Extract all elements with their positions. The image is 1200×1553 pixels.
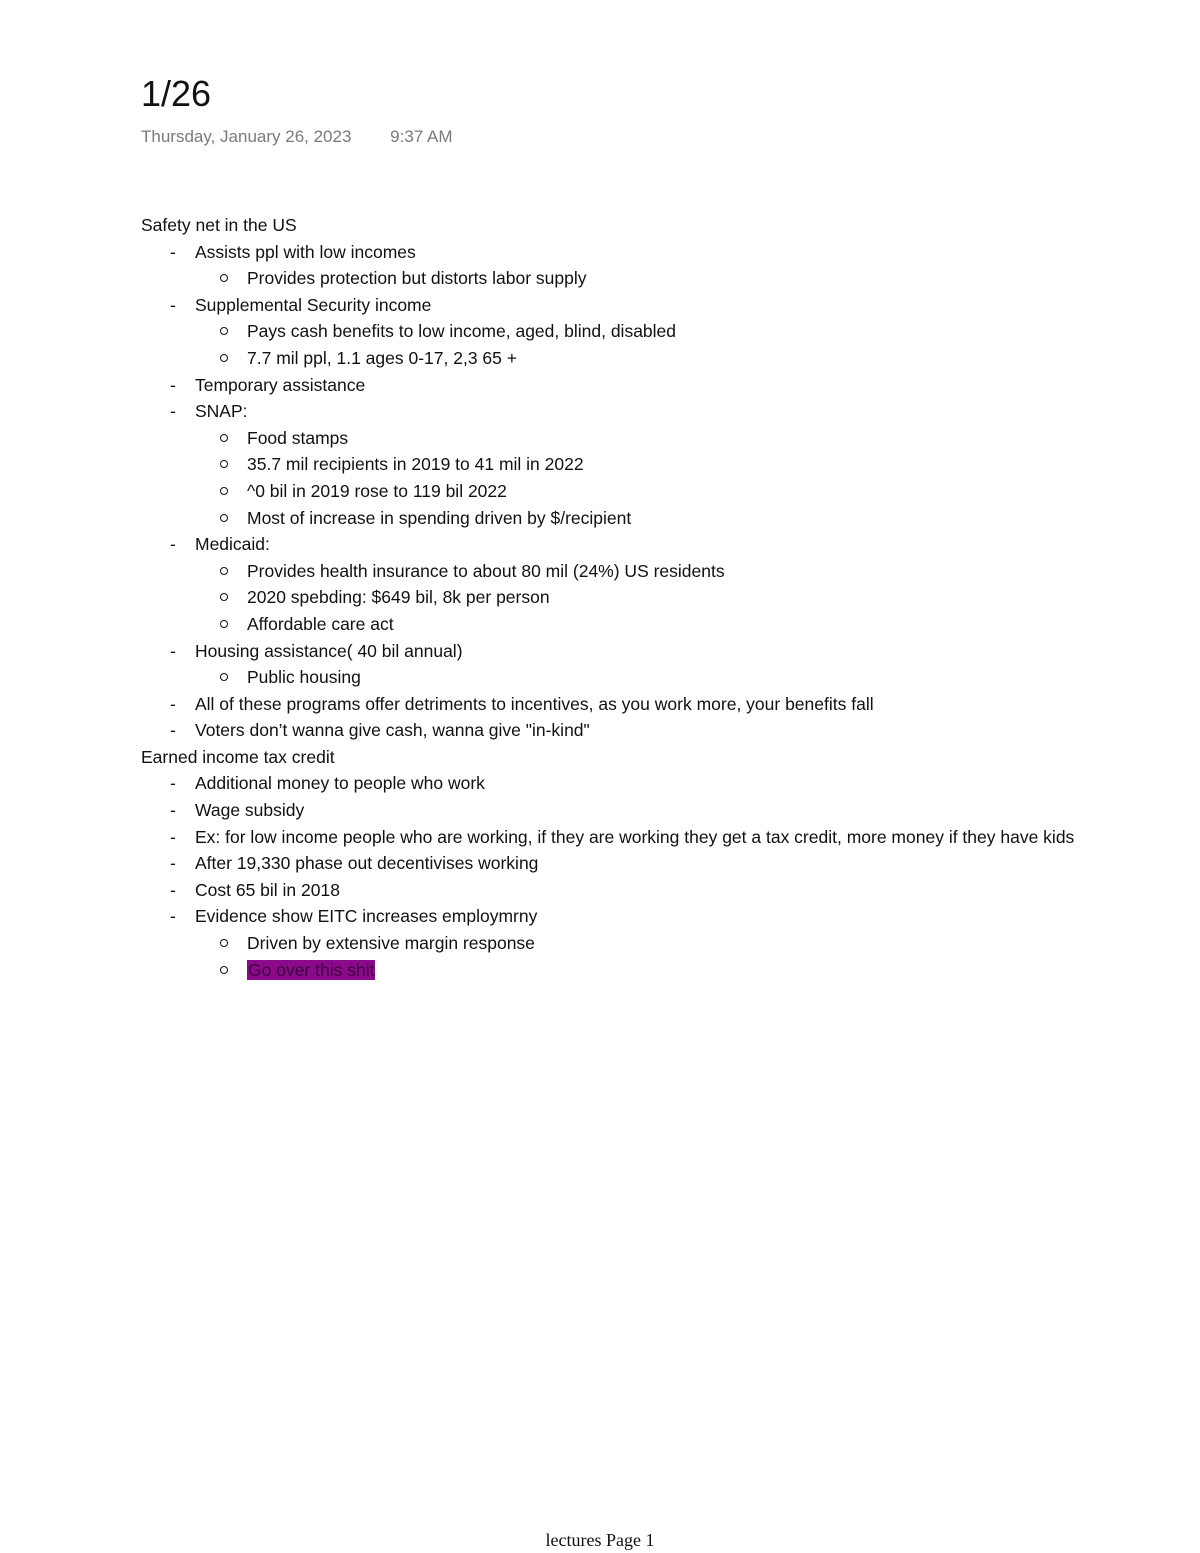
dash-bullet-icon: - [170, 401, 176, 422]
sub-list-item-text: Food stamps [247, 427, 349, 448]
dash-bullet-icon: - [170, 826, 176, 847]
circle-bullet-icon [220, 673, 228, 681]
page-date: Thursday, January 26, 2023 [141, 127, 352, 146]
list-item-text: Temporary assistance [195, 374, 366, 395]
sub-list-item [141, 930, 1101, 957]
list-item [141, 398, 1101, 425]
sub-list-item-text: Provides protection but distorts labor supply [247, 268, 587, 289]
sub-list-item-text: 2020 spebding: $649 bil, 8k per person [247, 587, 550, 608]
sub-list-item [141, 505, 1101, 532]
page-meta [141, 126, 453, 148]
list-item [141, 770, 1101, 797]
list-item-text: Assists ppl with low incomes [195, 241, 416, 262]
dash-bullet-icon: - [170, 720, 176, 741]
sub-list-item [141, 584, 1101, 611]
dash-bullet-icon: - [170, 294, 176, 315]
circle-bullet-icon [220, 327, 228, 335]
dash-bullet-icon: - [170, 773, 176, 794]
list-item-text: SNAP: [195, 401, 248, 422]
list-item-text: Wage subsidy [195, 800, 305, 821]
list-item [141, 239, 1101, 266]
sub-list-item-text: Provides health insurance to about 80 mil (24%) US residents [247, 560, 725, 581]
sub-list-item-text: Pays cash benefits to low income, aged, blind, disabled [247, 321, 677, 342]
sub-list-item [141, 451, 1101, 478]
sub-list-item-text: ^0 bil in 2019 rose to 119 bil 2022 [247, 480, 507, 501]
circle-bullet-icon [220, 354, 228, 362]
circle-bullet-icon [220, 274, 228, 282]
circle-bullet-icon [220, 567, 228, 575]
list-item-text: Voters don’t wanna give cash, wanna give "in-kind" [195, 720, 590, 741]
dash-bullet-icon: - [170, 800, 176, 821]
list-item-text: Housing assistance( 40 bil annual) [195, 640, 463, 661]
list-item [141, 372, 1101, 399]
sub-list-item [141, 265, 1101, 292]
dash-bullet-icon: - [170, 693, 176, 714]
sub-list-item-text: 35.7 mil recipients in 2019 to 41 mil in 2022 [247, 454, 584, 475]
sub-list-item-text: 7.7 mil ppl, 1.1 ages 0-17, 2,3 65 + [247, 347, 517, 368]
circle-bullet-icon [220, 434, 228, 442]
list-item-text: After 19,330 phase out decentivises working [195, 853, 539, 874]
note-body[interactable] [141, 212, 1101, 983]
list-item-text: Ex: for low income people who are working, if they are working they get a tax credit, more money if they have kids [195, 826, 1075, 847]
dash-bullet-icon: - [170, 241, 176, 262]
circle-bullet-icon [220, 487, 228, 495]
page-title: 1/26 [141, 73, 212, 114]
sub-list-item [141, 664, 1101, 691]
dash-bullet-icon: - [170, 534, 176, 555]
list-item [141, 531, 1101, 558]
list-item [141, 717, 1101, 744]
sub-list-item-text: Public housing [247, 667, 361, 688]
dash-bullet-icon: - [170, 906, 176, 927]
circle-bullet-icon [220, 620, 228, 628]
list-item-text: Evidence show EITC increases employmrny [195, 906, 538, 927]
list-item [141, 877, 1101, 904]
sub-list-item-text: Most of increase in spending driven by $/recipient [247, 507, 632, 528]
page-time: 9:37 AM [390, 127, 453, 146]
sub-list-item [141, 957, 1101, 984]
sub-list-item-text: Driven by extensive margin response [247, 933, 535, 954]
sub-list-item [141, 611, 1101, 638]
list-item-text: All of these programs offer detriments to incentives, as you work more, your benefits fall [195, 693, 874, 714]
list-item-text: Medicaid: [195, 534, 270, 555]
list-item [141, 292, 1101, 319]
list-item [141, 691, 1101, 718]
dash-bullet-icon: - [170, 374, 176, 395]
circle-bullet-icon [220, 593, 228, 601]
list-item [141, 850, 1101, 877]
sub-list-item-text: Affordable care act [247, 613, 394, 634]
circle-bullet-icon [220, 460, 228, 468]
list-item [141, 797, 1101, 824]
sub-list-item [141, 558, 1101, 585]
highlighted-text: Go over this shit [248, 959, 375, 980]
circle-bullet-icon [220, 966, 228, 974]
dash-bullet-icon: - [170, 640, 176, 661]
sub-list-item [141, 425, 1101, 452]
list-item [141, 903, 1101, 930]
list-item [141, 824, 1095, 851]
sub-list-item [141, 478, 1101, 505]
section-heading-eitc: Earned income tax credit [141, 746, 335, 767]
list-item [141, 638, 1101, 665]
dash-bullet-icon: - [170, 879, 176, 900]
list-item-text: Supplemental Security income [195, 294, 432, 315]
circle-bullet-icon [220, 514, 228, 522]
list-item-text: Cost 65 bil in 2018 [195, 879, 340, 900]
list-item-text: Additional money to people who work [195, 773, 485, 794]
circle-bullet-icon [220, 939, 228, 947]
dash-bullet-icon: - [170, 853, 176, 874]
section-heading-safety-net: Safety net in the US [141, 215, 297, 235]
page-footer: lectures Page 1 [545, 1530, 655, 1550]
sub-list-item [141, 345, 1101, 372]
sub-list-item [141, 318, 1101, 345]
